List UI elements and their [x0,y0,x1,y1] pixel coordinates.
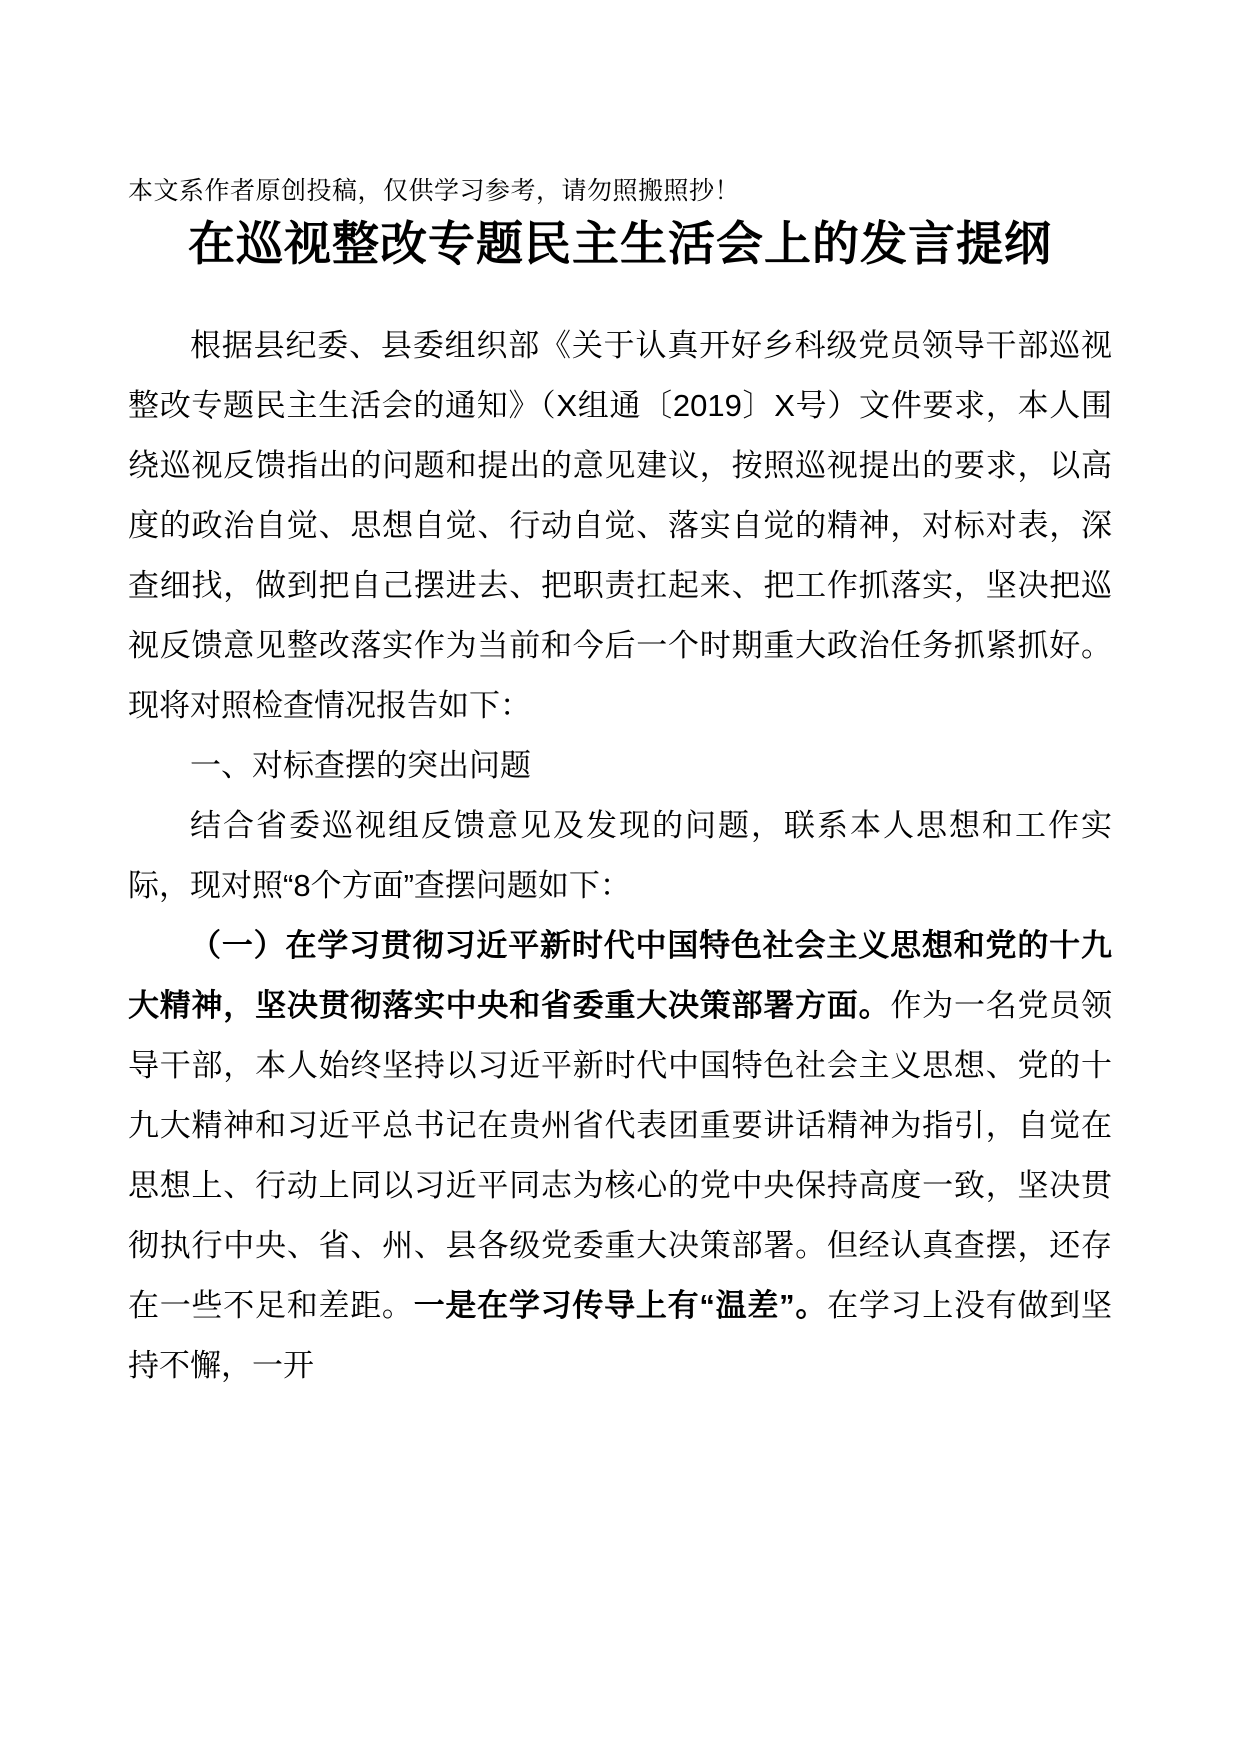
paragraph-subsection-one [128,916,1112,1396]
subsection-one-body-text: 作为一名党员领导干部，本人始终坚持以习近平新时代中国特色社会主义思想、党的十九大精神和习近平总书记在贵州省代表团重要讲话精神为指引，自觉在思想上、行动上同以习近平同志为核心的党中央保持高度一致，坚决贯彻执行中央、省、州、县各级党委重大决策部署。但经认真查摆，还存在一些不足和差距。 [128,988,1113,1324]
subsection-one-bold-point-one: 一是在学习传导上有“温差”。 [413,1288,828,1324]
section-heading-one: 一、对标查摆的突出问题 [190,748,531,784]
document-content [128,176,1112,1396]
document-body [128,316,1112,1396]
paragraph-eight-aspects: 结合省委巡视组反馈意见及发现的问题，联系本人思想和工作实际，现对照“8个方面”查摆问题如下： [128,808,1112,904]
paragraph-intro: 根据县纪委、县委组织部《关于认真开好乡科级党员领导干部巡视整改专题民主生活会的通知》（X组通〔2019〕X号）文件要求，本人围绕巡视反馈指出的问题和提出的意见建议，按照巡视提出的要求，以高度的政治自觉、思想自觉、行动自觉、落实自觉的精神，对标对表，深查细找，做到把自己摆进去、把职责扛起来、把工作抓落实，坚决把巡视反馈意见整改落实作为当前和今后一个时期重大政治任务抓紧抓好。现将对照检查情况报告如下： [128,328,1112,724]
subsection-one-bold-lead: （一）在学习贯彻习近平新时代中国特色社会主义思想和党的十九大精神，坚决贯彻落实中央和省委重大决策部署方面。 [128,928,1112,1024]
page-title: 在巡视整改专题民主生活会上的发言提纲 [188,217,1052,271]
original-submission-notice: 本文系作者原创投稿，仅供学习参考，请勿照搬照抄！ [128,177,741,205]
subsection-one-point-one-text: 在学习上没有做到坚持不懈，一开 [128,1288,1113,1384]
